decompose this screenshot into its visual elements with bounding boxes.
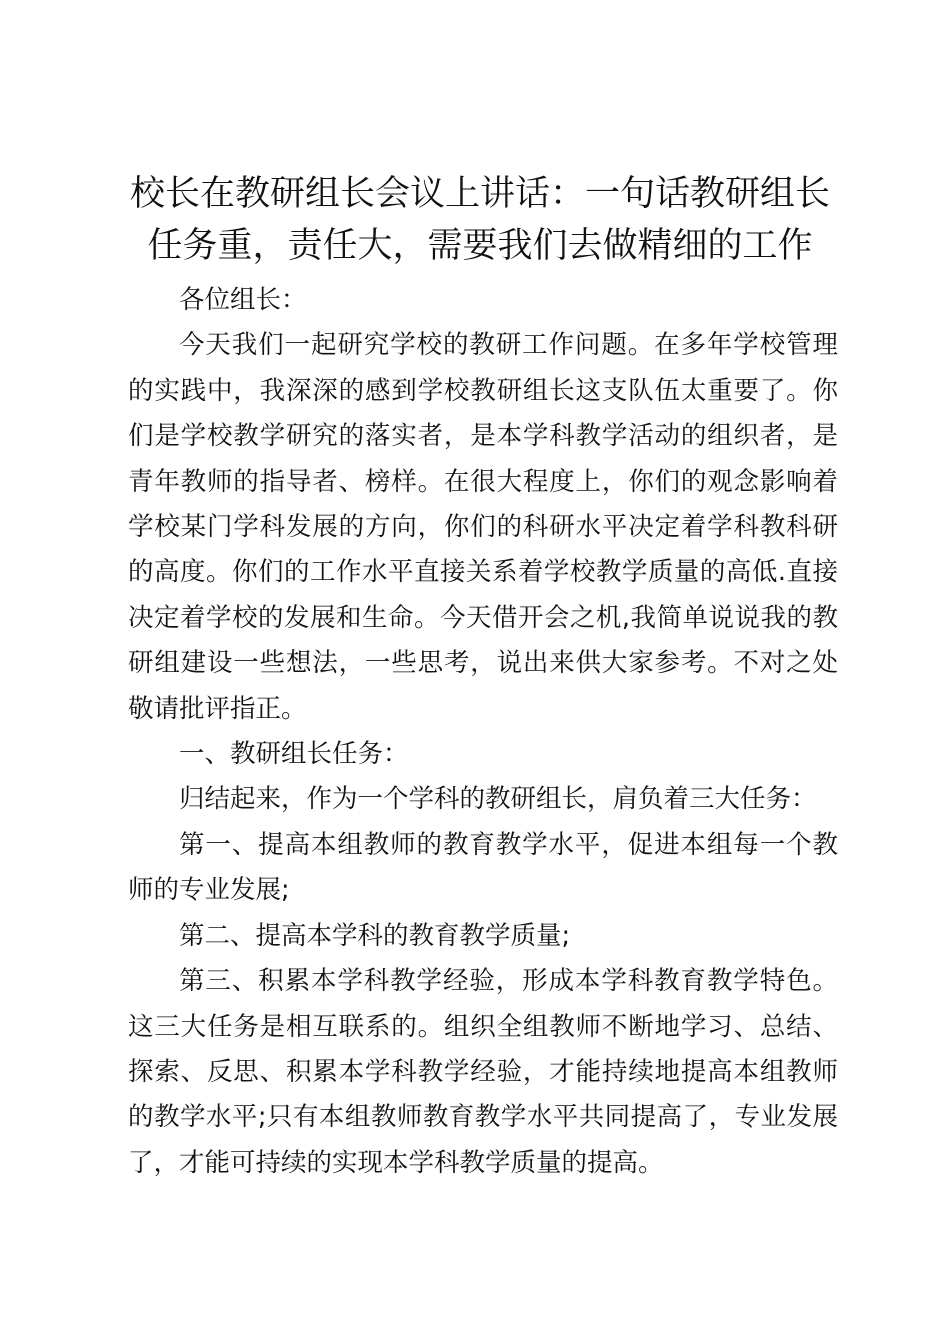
paragraph-salutation: 各位组长： bbox=[179, 285, 307, 315]
document-title bbox=[110, 168, 850, 272]
paragraph-intro: 今天我们一起研究学校的教研工作问题。在多年学校管理的实践中，我深深的感到学校教研组长这支队伍太重要了。你们是学校教学研究的落实者，是本学科教学活动的组织者，是青年教师的指导者、榜样。在很大程度上，你们的观念影响着学校某门学科发展的方向，你们的科研水平决定着学科教科研的高度。你们的工作水平直接关系着学校教学质量的高低.直接决定着学校的发展和生命。今天借开会之机,我简单说说我的教研组建设一些想法，一些思考，说出来供大家参考。不对之处敬请批评指正。 bbox=[128, 330, 838, 724]
title-line-1: 校长在教研组长会议上讲话：一句话教研组长 bbox=[129, 174, 830, 214]
paragraph-task-2: 第二、提高本学科的教育教学质量; bbox=[179, 920, 571, 951]
document-body bbox=[128, 278, 838, 1186]
paragraph-task-1: 第一、提高本组教师的教育教学水平，促进本组每一个教师的专业发展; bbox=[128, 829, 838, 906]
title-line-2: 任务重，责任大，需要我们去做精细的工作 bbox=[147, 226, 813, 266]
paragraph-task-3: 第三、积累本学科教学经验，形成本学科教育教学特色。这三大任务是相互联系的。组织全组教师不断地学习、总结、探索、反思、积累本学科教学经验，才能持续地提高本组教师的教学水平;只有本组教师教育教学水平共同提高了，专业发展了，才能可持续的实现本学科教学质量的提高。 bbox=[128, 966, 838, 1178]
section-heading-tasks: 一、教研组长任务： bbox=[179, 739, 409, 770]
paragraph-summary: 归结起来，作为一个学科的教研组长，肩负着三大任务： bbox=[179, 784, 817, 815]
